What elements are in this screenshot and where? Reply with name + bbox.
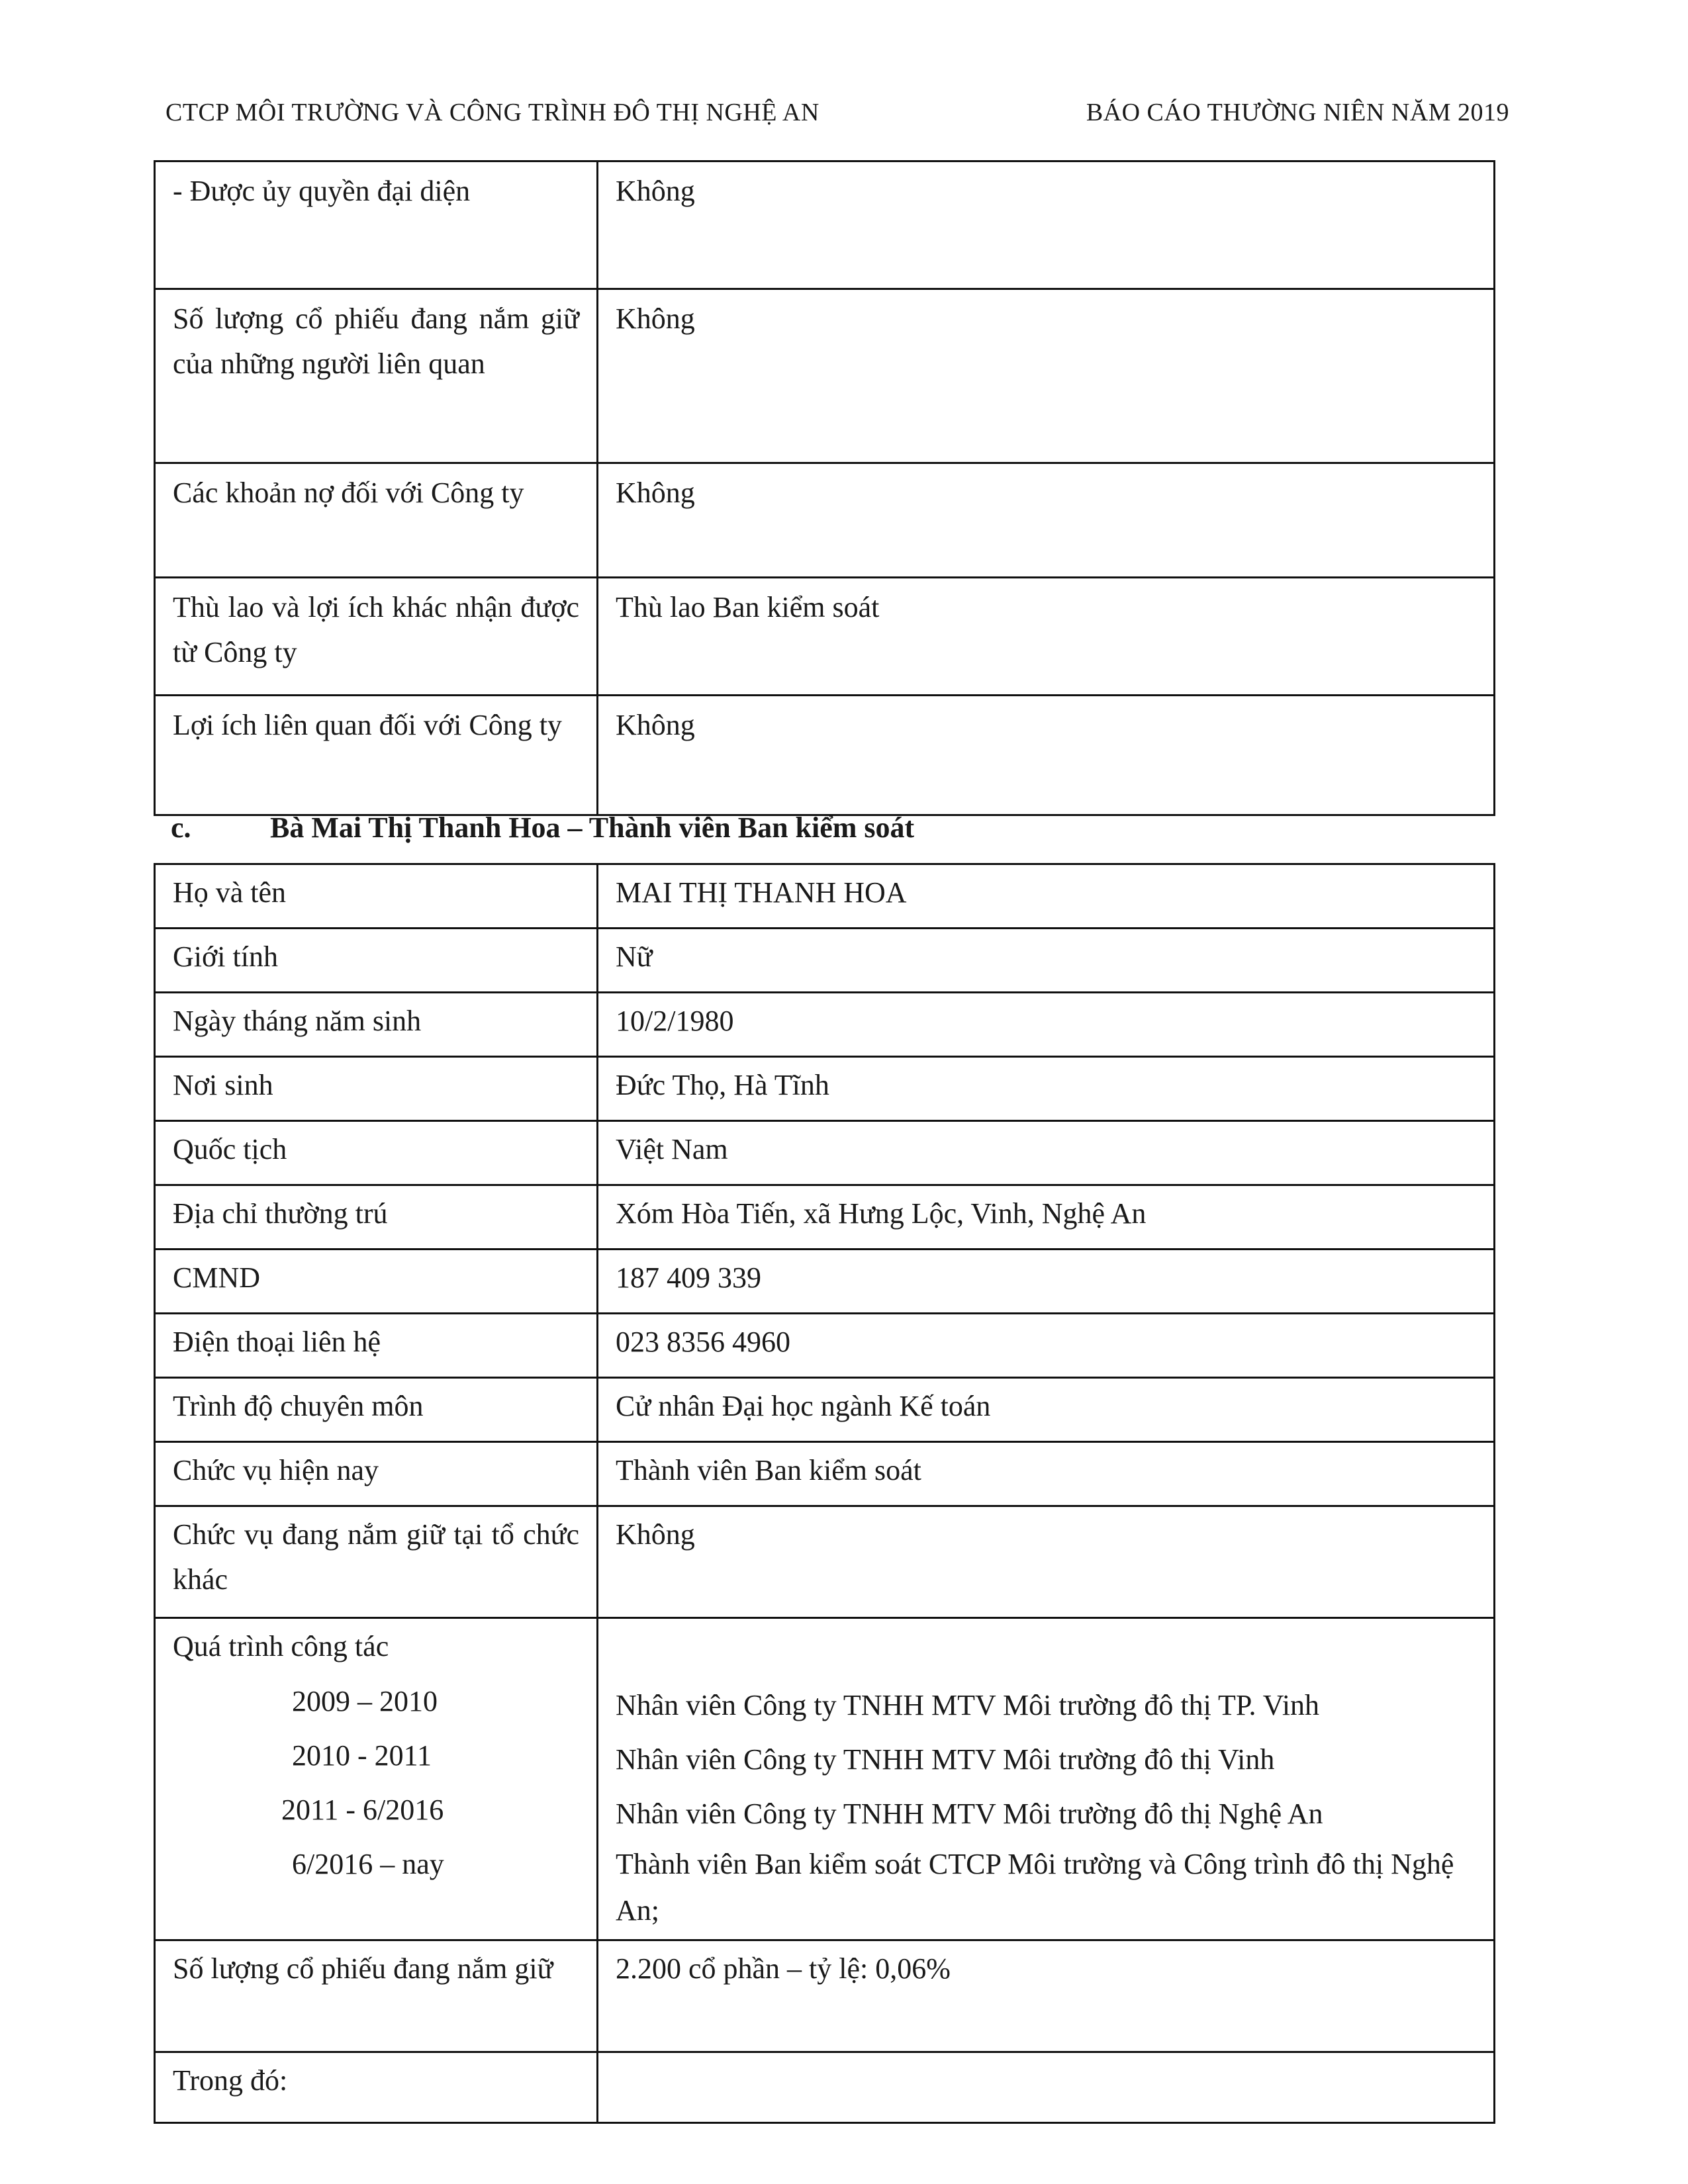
table-row [155, 1442, 1495, 1506]
row-value: Cử nhân Đại học ngành Kế toán [598, 1378, 1495, 1442]
table-row [155, 929, 1495, 993]
row-label: Địa chỉ thường trú [155, 1185, 598, 1250]
section-title-text: Bà Mai Thị Thanh Hoa – Thành viên Ban kiểm soát [270, 811, 915, 844]
table-row [155, 993, 1495, 1057]
row-value: 10/2/1980 [598, 993, 1495, 1057]
row-label: Nơi sinh [155, 1057, 598, 1121]
career-cell [155, 1618, 598, 1940]
row-value: Không [598, 463, 1495, 578]
row-value: 187 409 339 [598, 1250, 1495, 1314]
row-label: Điện thoại liên hệ [155, 1314, 598, 1378]
table-row [155, 864, 1495, 929]
table-row [155, 696, 1495, 815]
row-label: - Được ủy quyền đại diện [155, 161, 598, 289]
row-value: MAI THỊ THANH HOA [598, 864, 1495, 929]
career-job: Thành viên Ban kiểm soát CTCP Môi trường và Công trình đô thị Nghệ An; [616, 1848, 1454, 1927]
row-value: Đức Thọ, Hà Tĩnh [598, 1057, 1495, 1121]
row-value [598, 2052, 1495, 2123]
career-label: Quá trình công tác [173, 1630, 389, 1662]
row-label: Giới tính [155, 929, 598, 993]
row-value: 2.200 cổ phần – tỷ lệ: 0,06% [598, 1940, 1495, 2052]
table-row [155, 1314, 1495, 1378]
career-job: Nhân viên Công ty TNHH MTV Môi trường đô thị TP. Vinh [616, 1689, 1320, 1721]
member-profile-table [154, 863, 1495, 2124]
row-label: Chức vụ đang nắm giữ tại tổ chức khác [155, 1506, 598, 1618]
row-label: Họ và tên [155, 864, 598, 929]
header-company: CTCP MÔI TRƯỜNG VÀ CÔNG TRÌNH ĐÔ THỊ NGHỆ AN [165, 99, 820, 126]
career-year: 6/2016 – nay [292, 1848, 444, 1880]
career-row [155, 1618, 1495, 1940]
row-label: Trong đó: [155, 2052, 598, 2123]
row-label: Trình độ chuyên môn [155, 1378, 598, 1442]
row-label: Số lượng cổ phiếu đang nắm giữ của những người liên quan [155, 289, 598, 463]
career-job: Nhân viên Công ty TNHH MTV Môi trường đô thị Vinh [616, 1743, 1275, 1776]
career-year: 2009 – 2010 [292, 1685, 438, 1717]
table-row [155, 1185, 1495, 1250]
row-value: Thành viên Ban kiểm soát [598, 1442, 1495, 1506]
table-row [155, 1506, 1495, 1618]
row-label: CMND [155, 1250, 598, 1314]
table-row [155, 463, 1495, 578]
row-label: Chức vụ hiện nay [155, 1442, 598, 1506]
continued-info-table [154, 160, 1495, 816]
table-row [155, 578, 1495, 696]
row-value: Thù lao Ban kiểm soát [598, 578, 1495, 696]
row-label: Quốc tịch [155, 1121, 598, 1185]
table-row [155, 2052, 1495, 2123]
table-row [155, 289, 1495, 463]
row-value: Xóm Hòa Tiến, xã Hưng Lộc, Vinh, Nghệ An [598, 1185, 1495, 1250]
row-value: 023 8356 4960 [598, 1314, 1495, 1378]
career-jobs-list [616, 1678, 1476, 1934]
row-label: Số lượng cổ phiếu đang nắm giữ [155, 1940, 598, 2052]
row-value: Không [598, 161, 1495, 289]
table-row [155, 1057, 1495, 1121]
career-years-list [173, 1674, 579, 1891]
career-jobs-cell [598, 1618, 1495, 1940]
page-header [165, 98, 1509, 127]
table-row [155, 1940, 1495, 2052]
section-heading [171, 811, 914, 844]
career-job: Nhân viên Công ty TNHH MTV Môi trường đô thị Nghệ An [616, 1797, 1323, 1830]
row-label: Lợi ích liên quan đối với Công ty [155, 696, 598, 815]
row-value: Việt Nam [598, 1121, 1495, 1185]
table-row [155, 161, 1495, 289]
row-label: Thù lao và lợi ích khác nhận được từ Công ty [155, 578, 598, 696]
section-letter: c. [171, 811, 191, 844]
row-value: Không [598, 696, 1495, 815]
table-row [155, 1250, 1495, 1314]
row-value: Không [598, 1506, 1495, 1618]
career-year: 2011 - 6/2016 [281, 1794, 444, 1826]
table-row [155, 1378, 1495, 1442]
career-year: 2010 - 2011 [292, 1739, 432, 1772]
row-label: Các khoản nợ đối với Công ty [155, 463, 598, 578]
row-value: Không [598, 289, 1495, 463]
row-label: Ngày tháng năm sinh [155, 993, 598, 1057]
table-row [155, 1121, 1495, 1185]
header-report-title: BÁO CÁO THƯỜNG NIÊN NĂM 2019 [1086, 99, 1509, 126]
row-value: Nữ [598, 929, 1495, 993]
